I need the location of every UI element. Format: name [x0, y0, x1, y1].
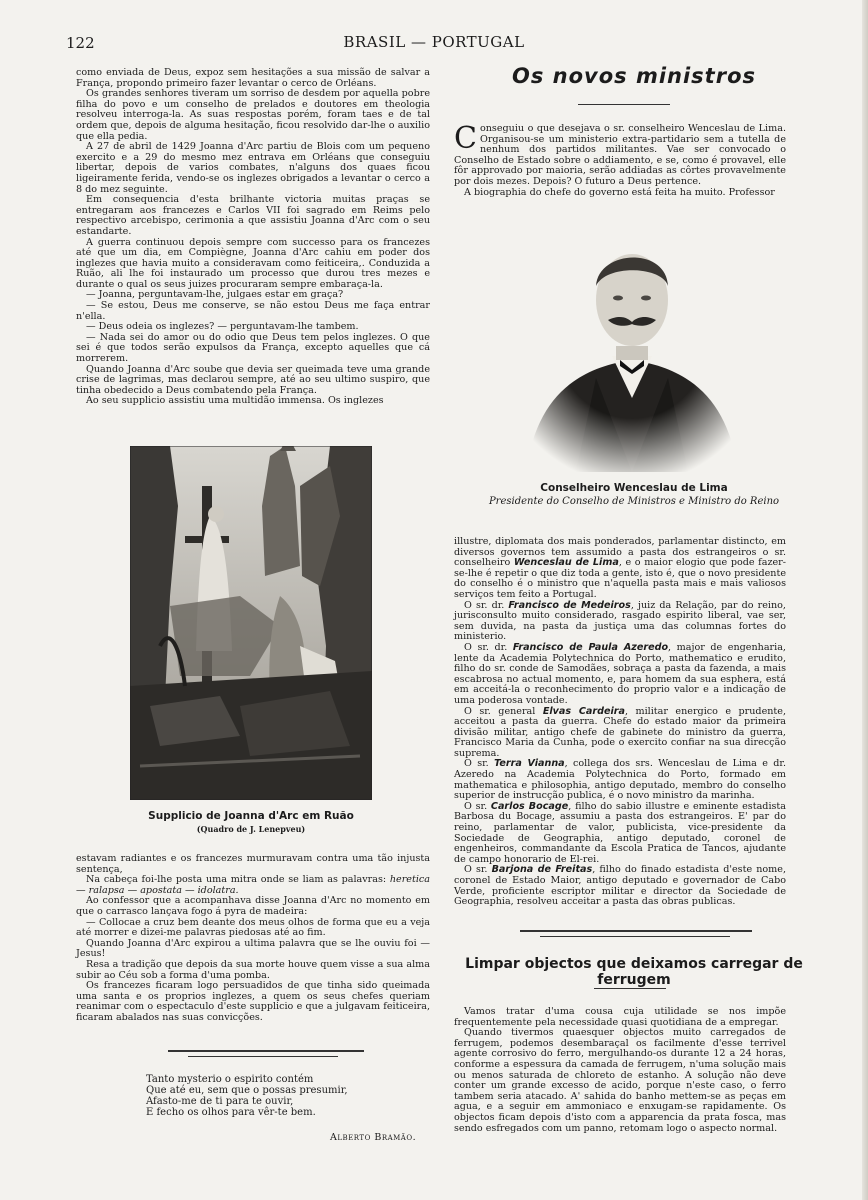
- paragraph-text: O sr. dr.: [464, 641, 513, 653]
- paragraph-text: , juiz da Relação, par do reino, jurisconsulto muito considerado, rasgado espirito liberal, vae ser, sem duvida, na pasta da justiça uma das columnas fortes do ministerio.: [454, 599, 786, 643]
- minister-name: Terra Vianna: [494, 758, 565, 770]
- paragraph: — Nada sei do amor ou do odio que Deus tem pelos inglezes. O que sei é que todos serão expulsos da França, excepto aquelles que cá morrerem.: [76, 331, 430, 365]
- paragraph: [454, 121, 786, 188]
- paragraph-text: onseguiu o que desejava o sr. conselheiro Wenceslau de Lima. Organisou-se um ministerio extra-partidario sem a tutella de nenhum dos partidos militantes. Vae ser convocado o Conselho de Estado sobre o addiamento, e se, como é provavel, elle fôr approvado por maioria, serão addiadas as côrtes provavelmente por dois mezes. Depois? O futuro a Deus pertence.: [454, 123, 786, 187]
- paragraph: como enviada de Deus, expoz sem hesitações a sua missão de salvar a França, propondo primeiro fazer levantar o cerco de Orléans.: [76, 67, 430, 89]
- paragraph: Resa a tradição que depois da sua morte houve quem visse a sua alma subir ao Céu sob a forma d'uma pomba.: [76, 958, 430, 981]
- paragraph: [454, 707, 786, 760]
- poem-line: Tanto mysterio o espirito contém: [146, 1074, 314, 1085]
- divider: [188, 1056, 338, 1057]
- paragraph: Ao confessor que a acompanhava disse Joanna d'Arc no momento em que o carrasco lançava fogo á pyra de madeira:: [76, 895, 430, 917]
- paragraph: [76, 875, 430, 896]
- ministers-intro: [454, 121, 786, 198]
- rust-article: [454, 1007, 786, 1134]
- page-number: 122: [66, 34, 95, 52]
- paragraph: — Deus odeia os inglezes? — perguntavam-lhe tambem.: [86, 321, 359, 333]
- illustration-caption: Supplicio de Joanna d'Arc em Ruão: [148, 810, 354, 822]
- paragraph: — Se estou, Deus me conserve, se não estou Deus me faça entrar n'ella.: [76, 300, 430, 322]
- divider: [540, 936, 730, 937]
- paragraph-text: , major de engenharia, lente da Academia Polytechnica do Porto, mathematico e erudito, filho do sr. conde de Samodães, sobraça a pasta da fazenda, a mais escabrosa no actual momento, e, para homem da sua esphera, está em acceitá-la o reconhecimento do proprio valor e a indicação de uma poderosa vontade.: [454, 641, 786, 706]
- mitre-words: heretica — ralapsa — apostata — idolatra.: [76, 874, 430, 896]
- poem-line: Que até eu, sem que o possas presumir,: [146, 1085, 348, 1096]
- paragraph-text: , collega dos srs. Wenceslau de Lima e dr. Azeredo na Academia Polytechnica do Porto, formado em mathematica e philosophia, antigo deputado, membro do conselho superior de instrucção publica, é o novo ministro da marinha.: [454, 758, 786, 802]
- paragraph: — Joanna, perguntavam-lhe, julgaes estar em graça?: [86, 289, 344, 301]
- paragraph: estavam radiantes e os francezes murmuravam contra uma tão injusta sentença,: [76, 853, 430, 875]
- paragraph-text: Na cabeça foi-lhe posta uma mitra onde se liam as palavras:: [86, 874, 390, 886]
- minister-name: Wenceslau de Lima: [513, 557, 619, 569]
- divider: [594, 988, 666, 989]
- divider: [168, 1050, 364, 1052]
- paragraph: Os grandes senhores tiveram um sorriso de desdem por aquella pobre filha do povo e um conselho de prelados e doutores em theologia resolveu interroga-la. As suas respostas porém, foram taes e de tal ordem que, depois de alguma hesitação, ficou resolvido dar-lhe o auxilio que ella pedia.: [76, 88, 430, 142]
- paragraph: Quando Joanna d'Arc soube que devia ser queimada teve uma grande crise de lagrimas, mas declarou sempre, até ao seu ultimo suspiro, que tinha obedecido a Deus combatendo pela França.: [76, 363, 430, 396]
- poem-line: E fecho os olhos para vêr-te bem.: [146, 1107, 316, 1118]
- joan-of-arc-illustration: [130, 446, 372, 800]
- minister-name: Francisco de Medeiros: [508, 599, 631, 611]
- paragraph: [454, 537, 786, 601]
- paragraph-text: O sr.: [464, 758, 495, 770]
- drop-cap: C: [454, 121, 477, 156]
- poem-author: Alberto Bramão.: [330, 1132, 417, 1143]
- paragraph: Quando Joanna d'Arc expirou a ultima palavra que se lhe ouviu foi — Jesus!: [76, 937, 430, 960]
- paragraph-text: O sr.: [464, 864, 492, 876]
- paragraph: [454, 802, 786, 866]
- running-title: BRASIL — PORTUGAL: [343, 33, 525, 51]
- paragraph: — Collocae a cruz bem deante dos meus olhos de forma que eu a veja até morrer e dizei-me palavras piedosas até ao fim.: [76, 916, 430, 939]
- poem-line: Afasto-me de ti para te ouvir,: [146, 1096, 294, 1107]
- divider: [520, 930, 752, 932]
- illustration-credit: (Quadro de J. Lenepveu): [196, 824, 306, 834]
- paragraph-text: O sr. dr.: [464, 599, 509, 611]
- paragraph: [454, 601, 786, 643]
- paragraph-text: illustre, diplomata dos mais ponderados, parlamentar distincto, em diversos governos tem assumido a pasta dos estrangeiros o sr. conselheiro: [454, 536, 786, 569]
- minister-name: Francisco de Paula Azeredo: [512, 641, 669, 653]
- paragraph: Ao seu supplicio assistiu uma multidão immensa. Os inglezes: [86, 395, 384, 407]
- paragraph: [454, 643, 786, 707]
- paragraph: Quando tivermos quaesquer objectos muito carregados de ferrugem, podemos desembaraçal os facilmente d'esse terrivel agente corrosivo do ferro, mergulhando-os durante 12 a 24 horas, conforme a espessura da camada de ferrugem, n'uma solução mais ou menos saturada de chloreto de estanho. A solução não deve conter um grande excesso de acido, porque n'este caso, o ferro tambem seria atacado. A' sahida do banho mettem-se as peças em agua, e a seguir em ammoniaco e enxugam-se rapidamente. Os objectos ficam depois d'isto com a apparencia da prata fosca, mas sendo esfregados com um panno, retomam logo o aspecto normal.: [454, 1027, 786, 1134]
- paragraph-text: , militar energico e prudente, acceitou a pasta da guerra. Chefe do estado maior da primeira divisão militar, antigo chefe de gabinete do ministro da guerra, Francisco Maria da Cunha, pode o exercito confiar na sua direcção suprema.: [454, 705, 787, 759]
- joan-of-arc-article-bottom: [76, 854, 430, 1024]
- paragraph-text: , filho do sabio illustre e eminente estadista Barbosa du Bocage, assumiu a pasta dos estrangeiros. E' par do reino, parlamentar de valor, publicista, vice-presidente da Sociedade de Geographia, antigo deputado, coronel de engenheiros, commandante da Escola Pratica de Tancos, ajudante de campo honorario de El-rei.: [454, 800, 787, 865]
- paragraph-text: , filho do finado estadista d'este nome, coronel de Estado Maior, antigo deputado e governador de Cabo Verde, proficiente escriptor militar e director da Sociedade de Geographia, resolveu acceitar a pasta das obras publicas.: [454, 864, 787, 908]
- joan-of-arc-article-top: [76, 68, 430, 407]
- paragraph: [454, 865, 786, 907]
- paragraph: A 27 de abril de 1429 Joanna d'Arc partiu de Blois com um pequeno exercito e a 29 do mesmo mez entrava em Orléans que conseguiu libertar, depois de varios combates, n'alguns dos quaes ficou ligeiramente ferida, vendo-se os inglezes obrigados a levantar o cerco a 8 do mez seguinte.: [76, 141, 430, 195]
- portrait-wenceslau-de-lima: [516, 228, 748, 472]
- rust-article-title: Limpar objectos que deixamos carregar de ferrugem: [465, 956, 803, 988]
- ministers-title: Os novos ministros: [511, 64, 757, 88]
- paragraph-text: , e o maior elogio que pode fazer-se-lhe é repetir o que diz toda a gente, isto é, que o novo presidente do conselho é o ministro que n'aquella pasta mais e mais valiosos serviços tem feito a Portugal.: [454, 557, 787, 600]
- paragraph: A guerra continuou depois sempre com successo para os francezes até que um dia, em Compiègne, Joanna d'Arc cahiu em poder dos inglezes que havia muito a consideravam como feiticeira,. Conduzida a Ruão, ali lhe foi instaurado um processo que durou tres mezes e durante o qual os seus juizes procuraram sempre embaraça-la.: [76, 236, 430, 290]
- minister-name: Elvas Cardeira: [542, 705, 625, 717]
- paragraph: A biographia do chefe do governo está feita ha muito. Professor: [464, 186, 775, 198]
- paragraph: Vamos tratar d'uma cousa cuja utilidade se nos impõe frequentemente pela necessidade quasi quotidiana de a empregar.: [454, 1006, 786, 1028]
- ministers-list: [454, 537, 786, 908]
- poem: [146, 1074, 348, 1118]
- minister-name: Carlos Bocage: [490, 800, 569, 812]
- paragraph-text: O sr. general: [464, 705, 543, 717]
- paragraph-text: O sr.: [464, 800, 491, 812]
- paragraph: Os francezes ficaram logo persuadidos de que tinha sido queimada uma santa e os proprios inglezes, a quem os seus chefes queriam reanimar com o espectaculo d'este supplicio e que a julgavam feiticeira, ficaram abalados nas suas convicções.: [76, 980, 430, 1023]
- page-edge-shadow: [862, 0, 868, 1200]
- minister-name: Barjona de Freitas: [491, 864, 593, 876]
- portrait-role: Presidente do Conselho de Ministros e Ministro do Reino: [488, 496, 780, 507]
- paragraph: [454, 759, 786, 801]
- divider: [578, 104, 670, 105]
- portrait-caption: Conselheiro Wenceslau de Lima: [540, 482, 728, 494]
- paragraph: Em consequencia d'esta brilhante victoria muitas praças se entregaram aos francezes e Carlos VII foi sagrado em Reims pelo respectivo arcebispo, cerimonia a que assistiu Joanna d'Arc com o seu estandarte.: [76, 194, 430, 237]
